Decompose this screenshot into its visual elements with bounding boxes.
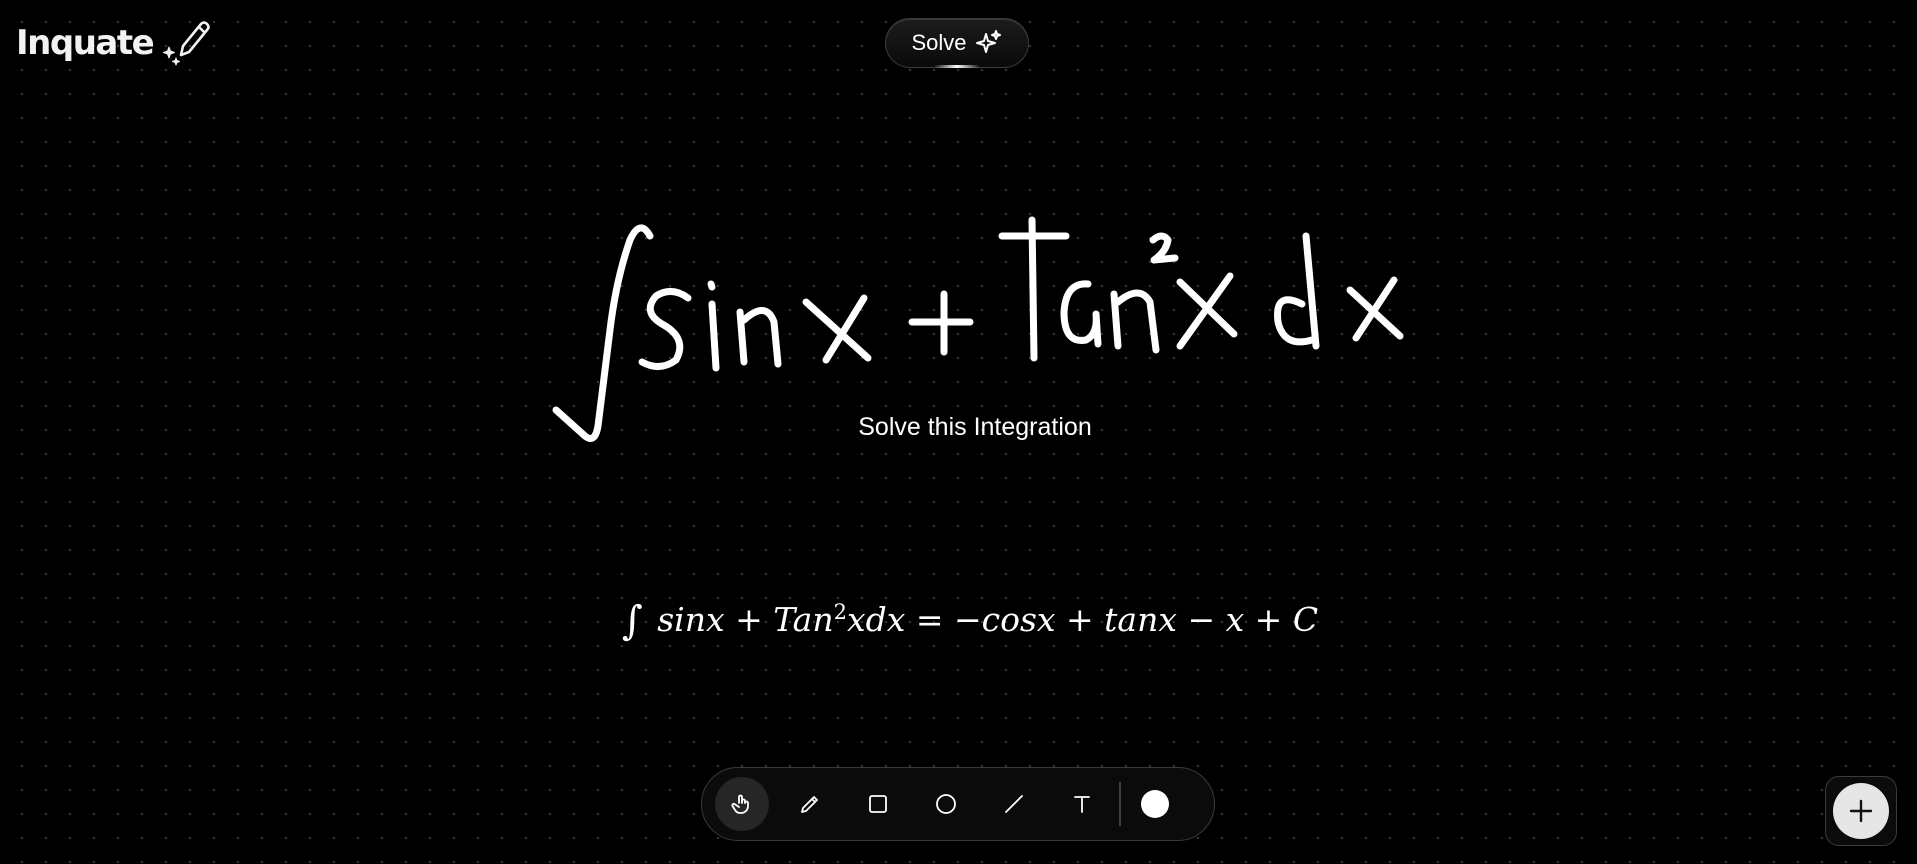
stroke-superscript-2 (1153, 236, 1175, 260)
circle-icon (934, 792, 958, 816)
answer-rhs: xdx = −cosx + tanx − x + C (847, 600, 1319, 639)
plus-icon (1848, 798, 1874, 824)
stroke-x3 (1350, 280, 1400, 338)
color-picker[interactable] (1141, 790, 1169, 818)
tool-rectangle[interactable] (851, 777, 905, 831)
drawing-toolbar (701, 767, 1215, 841)
stroke-x2 (1180, 276, 1234, 346)
tool-ellipse[interactable] (919, 777, 973, 831)
integral-sign: ∫ (621, 598, 643, 644)
solution-equation (560, 595, 1380, 644)
answer-exponent: 2 (833, 600, 847, 624)
tool-hand[interactable] (715, 777, 769, 831)
stroke-s (642, 291, 688, 366)
stroke-n2 (1114, 293, 1156, 350)
stroke-i (712, 304, 716, 368)
stroke-x (806, 298, 868, 360)
stroke-i-dot (711, 284, 712, 287)
stroke-plus (912, 294, 970, 352)
solve-label: Solve (911, 30, 967, 55)
tool-pencil[interactable] (783, 777, 837, 831)
pencil-icon (798, 792, 822, 816)
stroke-a (1064, 284, 1098, 344)
text-icon (1070, 792, 1094, 816)
square-icon (866, 792, 890, 816)
app-name: Inquate (16, 23, 154, 63)
stroke-d (1278, 236, 1317, 346)
toolbar-divider (1119, 782, 1121, 826)
stroke-T (1002, 220, 1066, 358)
answer-lhs: sinx + Tan (657, 600, 834, 639)
line-icon (1002, 792, 1026, 816)
add-button-circle (1833, 783, 1889, 839)
stroke-n (740, 310, 778, 364)
hand-icon (730, 792, 754, 816)
tool-text[interactable] (1055, 777, 1109, 831)
integral-stroke (556, 228, 650, 439)
tool-line[interactable] (987, 777, 1041, 831)
prompt-caption: Solve this Integration (858, 413, 1092, 441)
add-button[interactable] (1825, 776, 1897, 846)
